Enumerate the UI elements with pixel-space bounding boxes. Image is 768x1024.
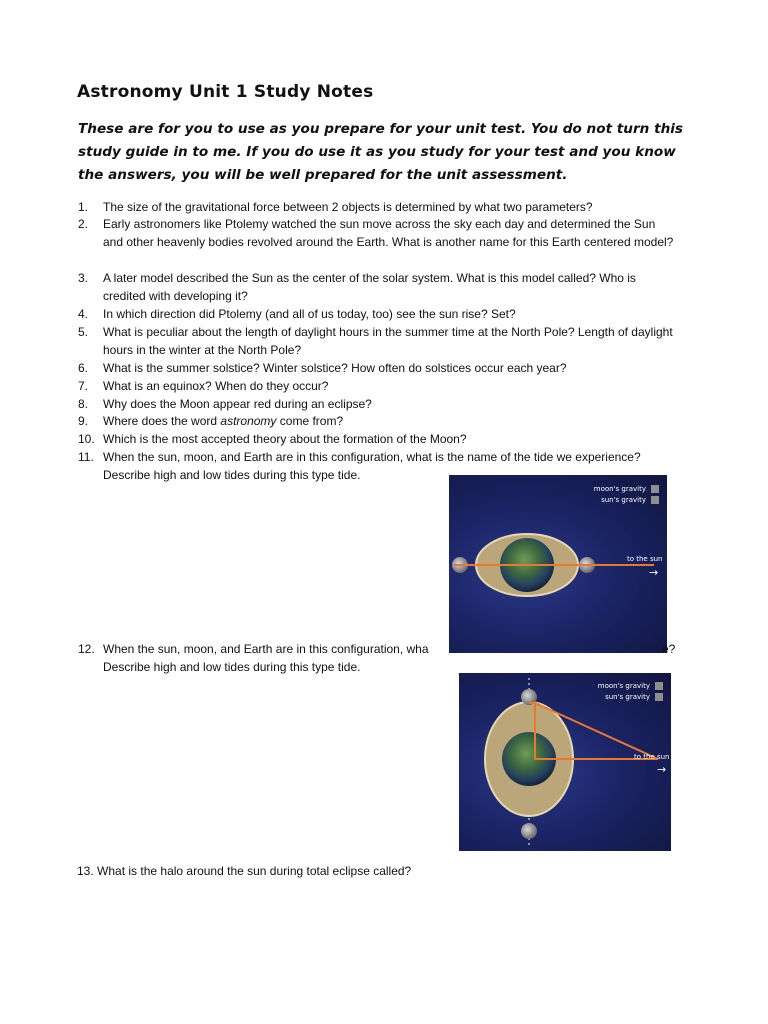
question-number: 10. (78, 432, 95, 446)
sun-direction-label: to the sun (627, 555, 663, 563)
list-item (78, 269, 678, 305)
legend-swatch (655, 682, 663, 690)
question-text (103, 412, 678, 430)
question-text: Early astronomers like Ptolemy watched the sun move across the sky each day and determined the Sun and other heavenly bodies revolved around the Earth. What is another name for this Earth centered model? (103, 217, 674, 249)
question-number: 6. (78, 361, 89, 375)
question-number: 9. (78, 414, 89, 428)
list-item (78, 640, 698, 676)
arrow-right-icon: → (657, 763, 667, 776)
list-item (78, 430, 678, 448)
question-text: What is peculiar about the length of daylight hours in the summer time at the North Pole? Length of daylight hours in the winter at the North Pole? (103, 325, 673, 357)
question-number: 7. (78, 379, 89, 393)
legend-swatch (651, 496, 659, 504)
moon-icon (521, 823, 537, 839)
legend (594, 483, 659, 505)
legend-swatch (651, 485, 659, 493)
legend-label: moon's gravity (593, 484, 646, 493)
question-text: Which is the most accepted theory about the formation of the Moon? (103, 432, 467, 446)
legend-item (598, 680, 663, 691)
question-number: 8. (78, 397, 89, 411)
list-item (77, 862, 677, 880)
intro-paragraph: These are for you to use as you prepare for your unit test. You do not turn this study guide in to me. If you do use it as you study for your test and you know the answers, you will be well prepared for the unit assessment. (78, 121, 684, 183)
list-item (78, 323, 678, 359)
sun-direction-label: to the sun (634, 753, 670, 761)
tide-diagram-spring (449, 475, 667, 653)
question-text-before: Where does the word (103, 414, 221, 428)
legend-swatch (655, 693, 663, 701)
question-text-after: come from? (276, 414, 344, 428)
question-text: What is the summer solstice? Winter solstice? How often do solstices occur each year? (103, 361, 567, 375)
list-item (78, 359, 678, 377)
question-text: In which direction did Ptolemy (and all of us today, too) see the sun rise? Set? (103, 307, 516, 321)
list-item (78, 377, 678, 395)
legend-label: moon's gravity (597, 681, 650, 690)
legend-label: sun's gravity (605, 692, 650, 701)
list-item (78, 412, 678, 430)
question-number: 13. (77, 864, 94, 878)
question-text-line1: When the sun, moon, and Earth are in this configuration, wha (103, 642, 429, 656)
legend (598, 680, 663, 702)
question-text: A later model described the Sun as the center of the solar system. What is this model called? Who is credited with developing it? (103, 271, 636, 303)
arrow-right-icon: → (649, 566, 659, 579)
question-number: 12. (78, 642, 95, 656)
list-item (78, 198, 678, 216)
question-text-end: e? (662, 642, 676, 656)
list-item (78, 215, 678, 251)
question-number: 4. (78, 307, 89, 321)
question-number: 11. (78, 450, 94, 464)
question-text: When the sun, moon, and Earth are in this configuration, what is the name of the tide we experience? Describe high and low tides during this type tide. (103, 450, 641, 482)
question-text (103, 640, 698, 658)
tide-diagram-neap (459, 673, 671, 851)
list-item (78, 305, 678, 323)
legend-label: sun's gravity (601, 495, 646, 504)
question-number: 3. (78, 271, 89, 285)
question-number: 2. (78, 217, 89, 231)
question-text-italic: astronomy (220, 414, 277, 428)
question-number: 1. (78, 200, 89, 214)
list-item (78, 395, 678, 413)
question-text-line2: Describe high and low tides during this type tide. (103, 660, 361, 674)
question-text: Why does the Moon appear red during an eclipse? (103, 397, 372, 411)
question-number: 5. (78, 325, 89, 339)
legend-item (594, 494, 659, 505)
legend-item (598, 691, 663, 702)
question-text: The size of the gravitational force between 2 objects is determined by what two parameters? (103, 200, 593, 214)
question-text: What is the halo around the sun during total eclipse called? (97, 864, 412, 878)
legend-item (594, 483, 659, 494)
page-title: Astronomy Unit 1 Study Notes (77, 82, 374, 102)
question-text: What is an equinox? When do they occur? (103, 379, 329, 393)
